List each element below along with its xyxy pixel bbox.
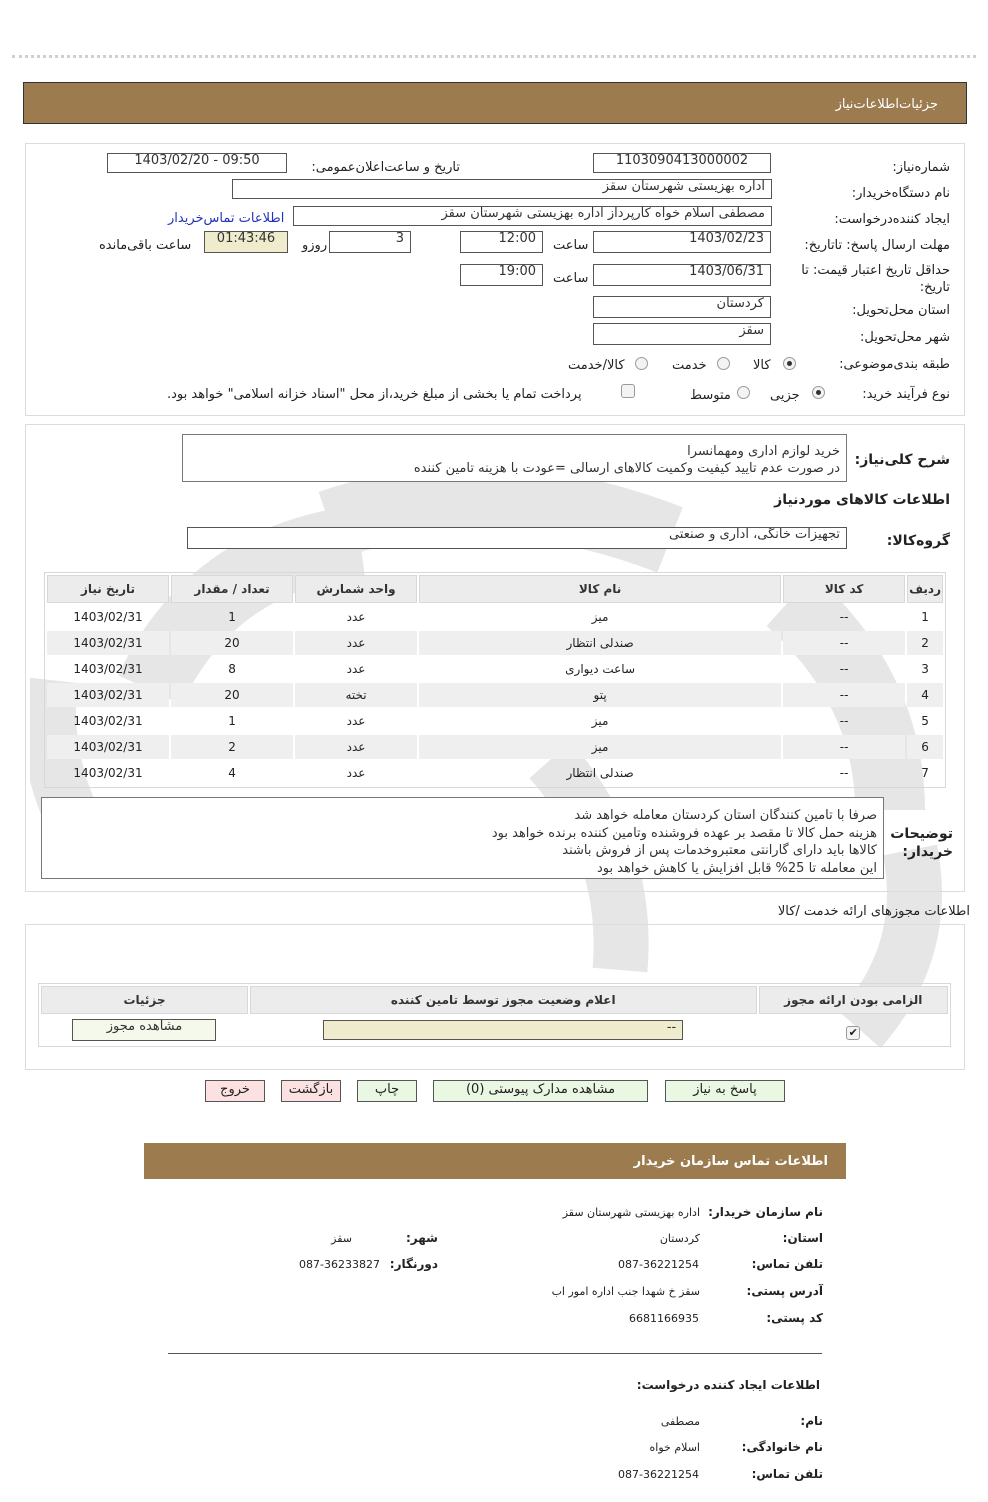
permits-title: اطلاعات مجوزهای ارائه خدمت /کالا xyxy=(777,904,970,919)
items-table-header xyxy=(47,575,943,603)
cell-name: صندلی انتظار xyxy=(566,766,634,780)
table-row xyxy=(47,657,943,681)
validity-label: حداقل تاریخ اعتبار قیمت: تا تاریخ: xyxy=(801,263,950,295)
cell-qty: 20 xyxy=(171,631,293,655)
cell-qty: 20 xyxy=(171,683,293,707)
category-label: طبقه بندی‌موضوعی: xyxy=(839,357,950,372)
col-date-header: تاریخ نیاز xyxy=(47,575,169,603)
contact-fax-value: 087-36233827 xyxy=(299,1258,380,1271)
treasury-payment-note: پرداخت تمام یا بخشی از مبلغ خرید،از محل "اسناد خزانه اسلامی" خواهد بود. xyxy=(167,387,582,402)
need-number-label: شماره‌نیاز: xyxy=(892,160,950,175)
cell-code: -- xyxy=(839,714,849,728)
cell-name: میز xyxy=(419,735,781,759)
contact-address-label: آدرس پستی: xyxy=(746,1284,823,1298)
page-title-bar xyxy=(23,82,967,124)
col-row-header: ردیف xyxy=(907,575,943,603)
cell-date: 1403/02/31 xyxy=(47,683,169,707)
summary-label: شرح کلی‌نیاز: xyxy=(854,452,950,468)
table-row xyxy=(47,683,943,707)
summary-line-2: در صورت عدم تایید کیفیت وکمیت کالاهای ارسالی =عودت با هزینه تامین کننده xyxy=(413,461,840,476)
cell-code: -- xyxy=(783,735,905,759)
contact-section-bar xyxy=(144,1143,846,1179)
remaining-time-label: ساعت باقی‌مانده xyxy=(99,238,192,253)
buyer-notes-label xyxy=(890,825,953,861)
announce-date-field: 1403/02/20 - 09:50 xyxy=(107,153,287,173)
reply-button[interactable]: پاسخ به نیاز xyxy=(665,1080,785,1102)
category-goods-radio[interactable] xyxy=(783,357,796,370)
contact-phone-label: تلفن تماس: xyxy=(751,1257,823,1271)
cell-date: 1403/02/31 xyxy=(73,610,143,624)
permit-required-checkbox[interactable]: ✔ xyxy=(846,1026,860,1040)
attachments-button[interactable]: مشاهده مدارک پیوستی (0) xyxy=(433,1080,648,1102)
cell-name: ساعت دیواری xyxy=(565,662,636,676)
cell-name: صندلی انتظار xyxy=(419,631,781,655)
days-field: 3 xyxy=(329,231,411,253)
cell-unit: عدد xyxy=(346,714,366,728)
cell-name: میز xyxy=(591,714,609,728)
creator-name-label: نام: xyxy=(800,1414,823,1428)
summary-field xyxy=(182,434,847,482)
top-dotted-divider xyxy=(12,55,976,58)
col-code-header: کد کالا xyxy=(783,575,905,603)
contact-section-title: اطلاعات تماس سازمان خریدار xyxy=(633,1154,828,1169)
process-partial-label: جزیی xyxy=(770,388,800,403)
creator-phone-label: تلفن تماس: xyxy=(751,1467,823,1481)
table-row xyxy=(47,761,943,785)
goods-group-field: تجهیزات خانگی، اداری و صنعتی xyxy=(187,527,847,549)
print-button[interactable]: چاپ xyxy=(357,1080,417,1102)
creator-phone-value: 087-36221254 xyxy=(618,1468,699,1481)
contact-postal-label: کد پستی: xyxy=(766,1311,823,1325)
buyer-note-line: کالاها باید دارای گارانتی معتبروخدمات پس از فروش باشند xyxy=(562,843,877,858)
process-medium-label: متوسط xyxy=(690,388,731,403)
table-row xyxy=(47,631,943,655)
cell-unit: عدد xyxy=(346,662,366,676)
cell-row: 7 xyxy=(921,766,929,780)
contact-org-label: نام سازمان خریدار: xyxy=(708,1205,823,1219)
contact-city-value: سقز xyxy=(331,1232,352,1245)
cell-date: 1403/02/31 xyxy=(47,735,169,759)
cell-code: -- xyxy=(783,631,905,655)
creator-label: ایجاد کننده‌درخواست: xyxy=(834,212,950,227)
cell-row: 1 xyxy=(921,610,929,624)
goods-group-label: گروه‌کالا: xyxy=(886,533,950,549)
cell-code: -- xyxy=(783,683,905,707)
deadline-label: مهلت ارسال پاسخ: تاتاریخ: xyxy=(804,238,950,253)
province-label: استان محل‌تحویل: xyxy=(852,303,950,318)
cell-qty: 1 xyxy=(228,610,236,624)
buyer-note-line: هزینه حمل کالا تا مقصد بر عهده فروشنده وتامین کننده برنده خواهد بود xyxy=(491,825,877,841)
contact-phone-value: 087-36221254 xyxy=(618,1258,699,1271)
deadline-time-field: 12:00 xyxy=(460,231,543,253)
cell-qty: 4 xyxy=(228,766,236,780)
permits-table xyxy=(38,983,951,1047)
buyer-note-line: این معامله تا 25% قابل افزایش یا کاهش خواهد بود xyxy=(596,860,877,876)
view-permit-button[interactable]: مشاهده مجوز xyxy=(72,1019,216,1041)
remaining-time-field: 01:43:46 xyxy=(204,231,288,253)
category-goods-service-label: کالا/خدمت xyxy=(568,358,625,373)
col-name-header: نام کالا xyxy=(419,575,781,603)
goods-section-title: اطلاعات کالاهای مورد‌نیاز xyxy=(774,492,950,508)
contact-province-value: کردستان xyxy=(659,1232,700,1245)
buyer-contact-link[interactable]: اطلاعات تماس‌خریدار xyxy=(168,211,285,226)
process-medium-radio[interactable] xyxy=(737,386,750,399)
cell-date: 1403/02/31 xyxy=(47,631,169,655)
deadline-date-field: 1403/02/23 xyxy=(593,231,771,253)
page-title: جزئیات‌اطلاعات‌نیاز xyxy=(835,97,938,112)
cell-name: پتو xyxy=(419,683,781,707)
creator-family-label: نام خانوادگی: xyxy=(741,1440,823,1454)
cell-code: -- xyxy=(839,662,849,676)
cell-row: 5 xyxy=(921,714,929,728)
cell-date: 1403/02/31 xyxy=(73,766,143,780)
need-number-field: 1103090413000002 xyxy=(593,153,771,173)
days-label: روزو xyxy=(302,238,328,253)
col-permit-required-header: الزامی بودن ارائه مجوز xyxy=(759,986,949,1014)
deadline-time-label: ساعت xyxy=(553,238,589,253)
cell-date: 1403/02/31 xyxy=(73,662,143,676)
treasury-payment-checkbox[interactable] xyxy=(621,384,635,398)
city-field: سقز xyxy=(593,323,771,345)
cell-name: میز xyxy=(591,610,609,624)
cell-qty: 2 xyxy=(171,735,293,759)
buyer-note-line: صرفا با تامین کنندگان استان کردستان معامله خواهد شد xyxy=(574,808,877,823)
col-unit-header: واحد شمارش xyxy=(295,575,417,603)
contact-postal-value: 6681166935 xyxy=(629,1312,699,1325)
col-permit-details-header: جزئیات xyxy=(41,986,248,1014)
creator-field: مصطفی اسلام خواه کارپرداز اداره بهزیستی شهرستان سقز xyxy=(293,206,772,226)
contact-org-value: اداره بهزیستی شهرستان سقز xyxy=(562,1206,700,1219)
table-row xyxy=(47,605,943,629)
category-service-radio[interactable] xyxy=(717,357,730,370)
process-label: نوع فرآیند خرید: xyxy=(862,387,950,402)
creator-family-value: اسلام خواه xyxy=(649,1441,700,1454)
buyer-notes-field xyxy=(41,797,884,879)
permit-status-field: -- xyxy=(323,1020,683,1040)
permits-table-header xyxy=(41,986,948,1014)
cell-row: 3 xyxy=(921,662,929,676)
back-button[interactable]: بازگشت xyxy=(281,1080,341,1102)
cell-unit: تخته xyxy=(295,683,417,707)
col-qty-header: تعداد / مقدار xyxy=(171,575,293,603)
cell-unit: عدد xyxy=(346,610,366,624)
province-field: کردستان xyxy=(593,296,771,318)
contact-city-label: شهر: xyxy=(406,1231,438,1245)
cell-unit: عدد xyxy=(295,735,417,759)
process-partial-radio[interactable] xyxy=(812,386,825,399)
cell-qty: 8 xyxy=(228,662,236,676)
category-goods-label: کالا xyxy=(753,358,771,373)
cell-row: 6 xyxy=(907,735,943,759)
contact-fax-label: دورنگار: xyxy=(389,1257,438,1271)
cell-row: 2 xyxy=(907,631,943,655)
contact-divider xyxy=(168,1353,822,1354)
permit-row xyxy=(41,1016,948,1044)
table-row xyxy=(47,735,943,759)
category-service-label: خدمت xyxy=(672,358,707,373)
buyer-org-field: اداره بهزیستی شهرستان سقز xyxy=(232,179,772,199)
cell-qty: 1 xyxy=(228,714,236,728)
cell-unit: عدد xyxy=(346,766,366,780)
buyer-org-label: نام دستگاه‌خریدار: xyxy=(851,186,950,201)
buyer-notes-label-line-1: توضیحات xyxy=(890,826,953,842)
validity-time-field: 19:00 xyxy=(460,264,543,286)
summary-line-1: خرید لوازم اداری ومهمانسرا xyxy=(687,444,840,459)
buyer-notes-label-line-2: خریدار: xyxy=(902,844,953,860)
creator-name-value: مصطفی xyxy=(660,1415,700,1428)
cell-date: 1403/02/31 xyxy=(73,714,143,728)
contact-address-value: سقز خ شهدا جنب اداره امور اب xyxy=(551,1285,700,1298)
cell-code: -- xyxy=(839,766,849,780)
cell-code: -- xyxy=(839,610,849,624)
contact-province-label: استان: xyxy=(782,1231,823,1245)
validity-time-label: ساعت xyxy=(553,271,589,286)
announce-date-label: تاریخ و ساعت‌اعلان‌عمومی: xyxy=(311,160,460,175)
cell-unit: عدد xyxy=(295,631,417,655)
validity-date-field: 1403/06/31 xyxy=(593,264,771,286)
cell-row: 4 xyxy=(907,683,943,707)
col-permit-status-header: اعلام وضعیت مجوز توسط تامین کننده xyxy=(250,986,757,1014)
exit-button[interactable]: خروج xyxy=(205,1080,265,1102)
items-table xyxy=(44,572,946,788)
creator-info-title: اطلاعات ایجاد کننده درخواست: xyxy=(636,1378,820,1392)
category-goods-service-radio[interactable] xyxy=(635,357,648,370)
city-label: شهر محل‌تحویل: xyxy=(860,330,950,345)
table-row xyxy=(47,709,943,733)
